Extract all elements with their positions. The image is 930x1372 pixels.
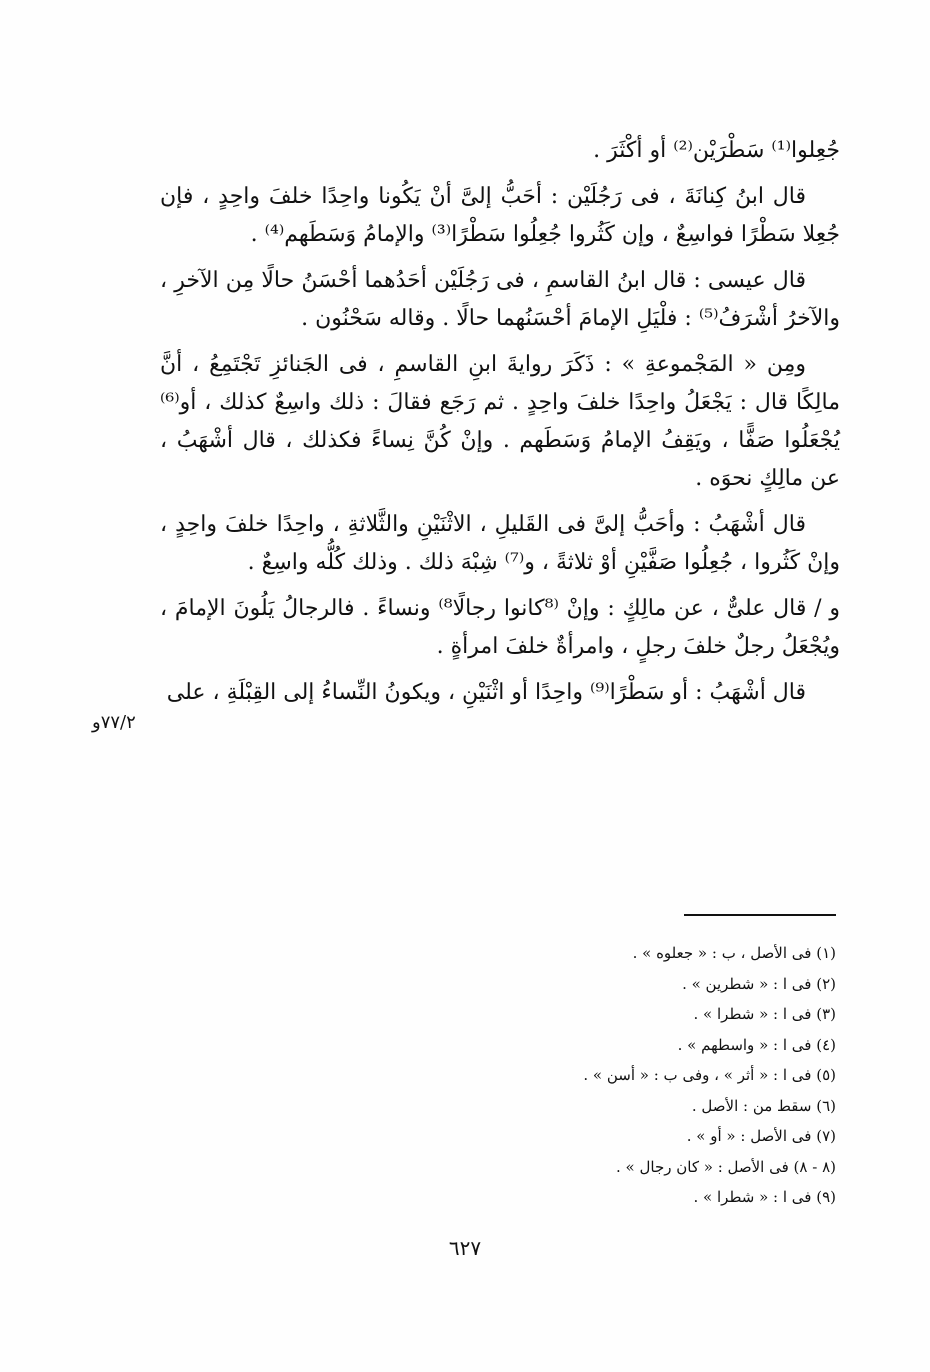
paragraph: و / قال علىٌّ ، عن مالِكٍ : وإنْ ⁽⁸كانوا رجالًا⁸⁾ ونساءً . فالرجالُ يَلُونَ الإمامَ ، ويُجْعَلُ رجلٌ خلفَ رجلٍ ، وامرأةٌ خلفَ امرأةٍ . [160,596,840,659]
page-number: ٦٢٧ [448,1236,482,1260]
main-text [160,132,840,720]
paragraph: قال أشْهَبُ : أو سَطْرًا⁽⁹⁾ واحِدًا أو اثْنَيْنِ ، ويكونُ النِّساءُ إلى القِبْلَةِ ، على [166,680,806,705]
paragraph: قال ابنُ كِنانَةَ ، فى رَجُلَيْن : أحَبُّ إلىَّ أنْ يَكُونا واحِدًا خلفَ واحِدٍ ، فإن جُعِلا سَطْرًا فواسِعٌ ، وإن كَثُروا جُعِلُوا سَطْرًا⁽³⁾ والإمامُ وَسَطَهم⁽⁴⁾ . [160,184,840,247]
footnote: (١) فى الأصل ، ب : « جعلوه » . [632,944,836,962]
footnote: (٤) فى ا : « واسطهم » . [677,1035,836,1054]
footnote: (٩) فى ا : « شطرا » . [693,1188,836,1206]
footnote-divider [684,914,836,916]
footnote: (٨ - ٨) فى الأصل : « كان رجال » . [616,1157,836,1176]
footnote: (٥) فى ا : « أثر » ، وفى ب : « أسن » . [583,1066,836,1084]
paragraph: جُعِلوا⁽¹⁾ سَطْرَيْن⁽²⁾ أو أكْثَرَ . [593,138,840,163]
footnote: (٢) فى ا : « شطرين » . [682,974,836,993]
margin-folio-reference: ٧٧/٢و [92,712,136,733]
paragraph: ومِن « المَجْموعةِ » : ذَكَرَ روايةَ ابنِ القاسمِ ، فى الجَنائزِ تَجْتَمِعُ ، أنَّ مالِكًا قال : يَجْعَلُ واحِدًا خلفَ واحِدٍ . ثم رَجَع فقالَ : ذلك واسِعٌ كذلك ، أو⁽⁶⁾ يُجْعَلُوا صَفًّا ، ويَقِفُ الإمامُ وَسَطَهم . وإنْ كُنَّ نِساءً فكذلك ، قال أشْهَبُ ، عن مالِكٍ نحوَه . [160,352,840,491]
footnote: (٦) سقط من : الأصل . [691,1096,836,1115]
paragraph: قال أشْهَبُ : وأحَبُّ إلىَّ فى القَليلِ ، الاثْنَيْنِ والثَّلاثةِ ، واحِدًا خلفَ واحِدٍ ، وإنْ كَثُروا ، جُعِلُوا صَفَّيْنِ أوْ ثلاثةً ، و⁽⁷⁾ شِبْهَ ذلك . وذلك كُلُّه واسِعٌ . [160,512,840,575]
footnotes [440,938,836,1213]
footnote: (٧) فى الأصل : « أو » . [686,1127,836,1145]
paragraph: قال عيسى : قال ابنُ القاسمِ ، فى رَجُلَيْن أحَدُهما أحْسَنُ حالًا مِن الآخرِ ، والآخرُ أشْرَفُ⁽⁵⁾ : فلْيَلِ الإمامَ أحْسَنُهما حالًا . وقاله سَحْنُون . [160,268,840,331]
footnote: (٣) فى ا : « شطرا » . [693,1005,836,1023]
